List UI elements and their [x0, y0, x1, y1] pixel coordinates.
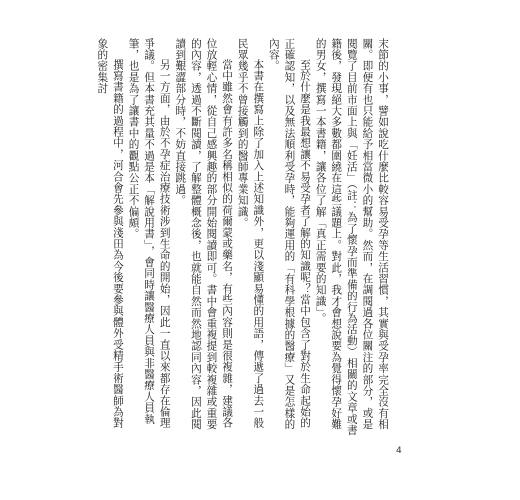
paragraph: 另一方面，由於不孕症治療技術涉到生命的開始，因此一直以來都存在倫理爭議。但本書充其量不過是本「解說用書」，會同時讓醫療人員與非醫療人員執筆，也是為了讓書中的觀點公正不偏頗。	[127, 38, 171, 429]
paragraph: 撰寫書籍的過程中，河合會先參與淺田為今後要參與體外受精手術醫師為對象的密集討	[96, 38, 124, 429]
paragraph: 末節的小事，譬如說吃什麼比較容易受孕等生活習慣，其實與受孕率完全沒有相關。即便有也只能給予相當微小的幫助。然而，在調閱過各位關注的部分，或是閱覽了目前市面上與「妊活」（註：為了懷孕而準備的行為活動）相關的文章或書籍後，發現絕大多數都圍繞在這些議題上。對此，我才會想說要為覺得懷孕好難的男女，撰寫一本書籍，讓各位了解「真正需要的知識」。	[314, 38, 389, 436]
paragraph: 至於什麼是我最想讓不易受孕者了解的知識呢？當中包含了對於生命起始的正確認知，以及無法順利受孕時，能夠運用的「有科學根據的醫療」又是怎樣的內容。	[267, 38, 312, 430]
paragraph: 當中雖然會有許多名稱相似的荷爾蒙或藥名，有些內容則是很複雜，建議各位放輕心情，從自己感興趣的部分開始閱讀即可。書中會重複提到較複雜或重要的內容，透過不斷閱讀，了解整體概念後，也就能自然而然地認同內容，因此閱讀到艱澀部分時，不妨直接跳過。	[174, 38, 234, 430]
paragraph: 本書在撰寫上除了加入上述知識外，更以淺顯易懂的用語，傳遞了過去一般民眾幾乎不曾接觸到的醫師專業知識。	[236, 38, 265, 429]
page-number: 4	[396, 446, 402, 456]
body-text	[96, 38, 390, 438]
